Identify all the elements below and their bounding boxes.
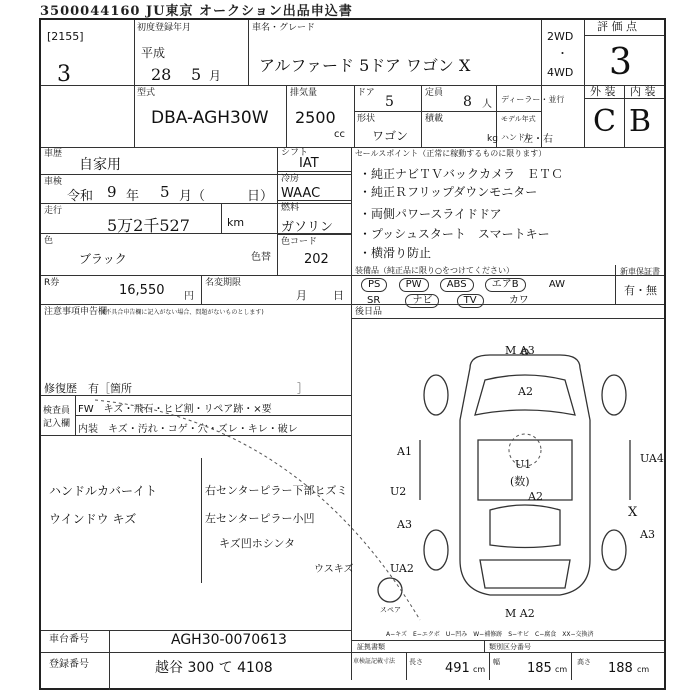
name-change-label: 名変期限 [205, 278, 242, 288]
mark-count: (数) [510, 475, 530, 488]
mark-u1: U1 [515, 458, 532, 471]
damage-legend: A−キズ E−エクボ U−凹み W−補修跡 S−サビ C−腐食 XX−交換済 [386, 631, 594, 638]
lot-id: [2155] [47, 30, 84, 43]
model-year-label: モデル年式 [501, 115, 536, 123]
exterior-label: 外 装 [590, 85, 616, 98]
mark-a2-roof: A2 [528, 490, 543, 503]
model-label: 車名・グレード [252, 23, 316, 33]
equip-airbag: エアB [485, 278, 526, 292]
displacement-value: 2500 [295, 108, 336, 127]
length-value: 491 [445, 661, 470, 676]
mark-a3-left: A3 [397, 518, 412, 531]
equip-leather: カワ [508, 295, 529, 306]
inspection-year: 9 [107, 183, 117, 201]
load-unit: kg [487, 134, 498, 144]
width-value: 185 [527, 661, 552, 676]
load-label: 積載 [425, 114, 444, 124]
sales-point-1: ・純正ナビＴＶバックカメラ ＥＴＣ [359, 167, 564, 181]
registration-label: 登録番号 [49, 659, 89, 670]
lot-number: 3 [57, 62, 71, 87]
warranty-label: 新車保証書 [620, 267, 660, 276]
grade-label: 評 価 点 [597, 20, 637, 33]
sales-point-5: ・横滑り防止 [359, 246, 432, 260]
header-strip: 3500044160 JU東京 オークション出品申込書 [40, 4, 353, 19]
name-change-day: 日 [333, 289, 344, 302]
interior-label: 内 装 [630, 85, 656, 98]
mark-a2-hood: A2 [518, 385, 533, 398]
mark-u2: U2 [390, 485, 407, 498]
aircon-label: 冷房 [281, 174, 300, 184]
height-label: 高さ [577, 658, 591, 666]
length-unit: cm [473, 665, 486, 674]
equip-aw: AW [548, 279, 565, 290]
check-interior: 内装 キズ・汚れ・コゲ・穴・ズレ・キレ・破レ [78, 424, 298, 435]
equip-sr: SR [367, 295, 381, 306]
capacity-value: 8 [463, 94, 472, 110]
mark-a3-right: A3 [640, 528, 655, 541]
remark-2: ウインドウ キズ [49, 512, 137, 526]
inspector-label: 検査員 [43, 406, 71, 416]
certificate-label: 証拠書類 [357, 643, 385, 651]
repair-history: 修復歴 有［箇所 ］ [44, 382, 308, 395]
spare-label: スペア [380, 606, 401, 614]
chassis-label: 車台番号 [49, 634, 89, 645]
doors-label: ドア [357, 88, 375, 98]
color-code-label: 色コード [281, 237, 318, 247]
notes-label: 注意事項申告欄 [44, 307, 108, 317]
first-reg-year: 28 [151, 65, 172, 84]
shape-label: 形状 [357, 114, 376, 124]
displacement-label: 排気量 [290, 88, 318, 98]
recycle-label: R券 [44, 278, 60, 288]
chassis-value: AGH30-0070613 [171, 632, 287, 648]
equip-pw: PW [399, 278, 429, 292]
capacity-label: 定員 [425, 88, 444, 98]
usage-value: 自家用 [79, 157, 121, 173]
inspection-month: 5 [160, 183, 170, 201]
handle-label: ハンドル [501, 133, 533, 142]
drive-dot: ・ [557, 47, 568, 60]
mark-ua2: UA2 [390, 562, 414, 575]
sales-point-3: ・両側パワースライドドア [359, 207, 502, 221]
mileage-label: 走行 [44, 206, 63, 216]
color-label: 色 [44, 236, 54, 246]
first-reg-month-unit: 月 [209, 69, 222, 83]
color-change-label: 色替 [251, 252, 271, 263]
sales-points-label: セールスポイント（正常に稼動するものに限ります） [355, 149, 547, 158]
sales-point-4: ・プッシュスタート スマートキー [359, 227, 550, 241]
class-no-label: 類別区分番号 [489, 643, 531, 651]
mark-a1: A1 [397, 445, 412, 458]
remark-1: ハンドルカバーイト [49, 484, 158, 498]
type-value: DBA-AGH30W [151, 108, 269, 128]
dealer-label: ディーラー・並行 [501, 95, 565, 104]
capacity-unit: 人 [482, 99, 492, 110]
shift-value: IAT [299, 156, 319, 171]
inspection-day-unit: 日） [247, 189, 274, 204]
mark-ua4: UA4 [640, 452, 664, 465]
color-code-value: 202 [304, 252, 329, 267]
mark-rear: M A2 [505, 607, 535, 620]
sales-point-2: ・純正Ｒフリップダウンモニター [359, 185, 538, 199]
recycle-value: 16,550 [119, 283, 165, 298]
first-reg-label: 初度登録年月 [137, 23, 192, 33]
equip-ps: PS [361, 278, 387, 292]
width-label: 幅 [493, 658, 500, 666]
equip-abs: ABS [440, 278, 474, 292]
spare-tire-icon [378, 578, 402, 602]
remark-4: 左センターピラー小凹 [205, 512, 315, 525]
remark-6: ウスキズ [314, 564, 354, 575]
shape-value: ワゴン [372, 129, 409, 143]
dimensions-label: 車検証記載寸法 [353, 658, 396, 665]
width-unit: cm [555, 665, 568, 674]
inspection-era: 令和 [67, 189, 94, 204]
inspection-year-unit: 年 [126, 189, 140, 204]
drive-4wd: 4WD [547, 66, 574, 79]
doors-value: 5 [385, 94, 394, 110]
displacement-unit: cc [334, 129, 345, 140]
height-value: 188 [608, 661, 633, 676]
recycle-unit: 円 [184, 291, 194, 302]
remark-3: 右センターピラー下部ヒズミ [205, 484, 348, 497]
handle-value: 左・右 [523, 134, 553, 145]
interior-value: B [629, 104, 652, 139]
mark-front: M A3 [505, 344, 535, 357]
first-reg-era: 平成 [141, 46, 166, 60]
check-fw: FW キズ・飛石・ヒビ割・リペア跡・×要 [78, 404, 272, 415]
fuel-label: 燃料 [281, 203, 300, 213]
grade-value: 3 [609, 42, 632, 83]
registration-value: 越谷 300 て 4108 [155, 660, 273, 676]
remark-5: キズ凹ホシンタ [219, 537, 296, 550]
inspection-month-unit: 月（ [179, 189, 206, 204]
first-reg-month: 5 [191, 65, 202, 84]
aircon-value: WAAC [281, 186, 321, 201]
model-name: アルファード 5ドア ワゴン X [259, 56, 471, 75]
entry-label: 記入欄 [43, 419, 71, 429]
height-unit: cm [637, 665, 650, 674]
mileage-unit: km [227, 216, 245, 229]
mileage-value: 5万2千527 [107, 216, 190, 235]
mark-x: X [628, 505, 638, 520]
equip-tv: TV [457, 294, 484, 308]
equip-navi: ナビ [405, 294, 439, 308]
inspection-label: 車検 [44, 177, 63, 187]
fuel-value: ガソリン [281, 220, 334, 235]
rear-seat-label: 後日品 [355, 307, 383, 317]
notes-sub: (不具合申告欄に記入がない場合、問題がないものとします) [103, 309, 264, 316]
type-label: 型式 [137, 88, 156, 98]
warranty-value: 有・無 [624, 284, 657, 297]
name-change-month: 月 [296, 289, 307, 302]
drive-2wd: 2WD [547, 30, 574, 43]
exterior-value: C [593, 104, 616, 139]
equipment-label: 装備品（純正品に限り○をつけてください） [355, 266, 514, 275]
shift-label: シフト [281, 148, 309, 158]
color-value: ブラック [79, 252, 127, 266]
length-label: 長さ [409, 658, 423, 666]
usage-label: 車歴 [44, 149, 63, 159]
